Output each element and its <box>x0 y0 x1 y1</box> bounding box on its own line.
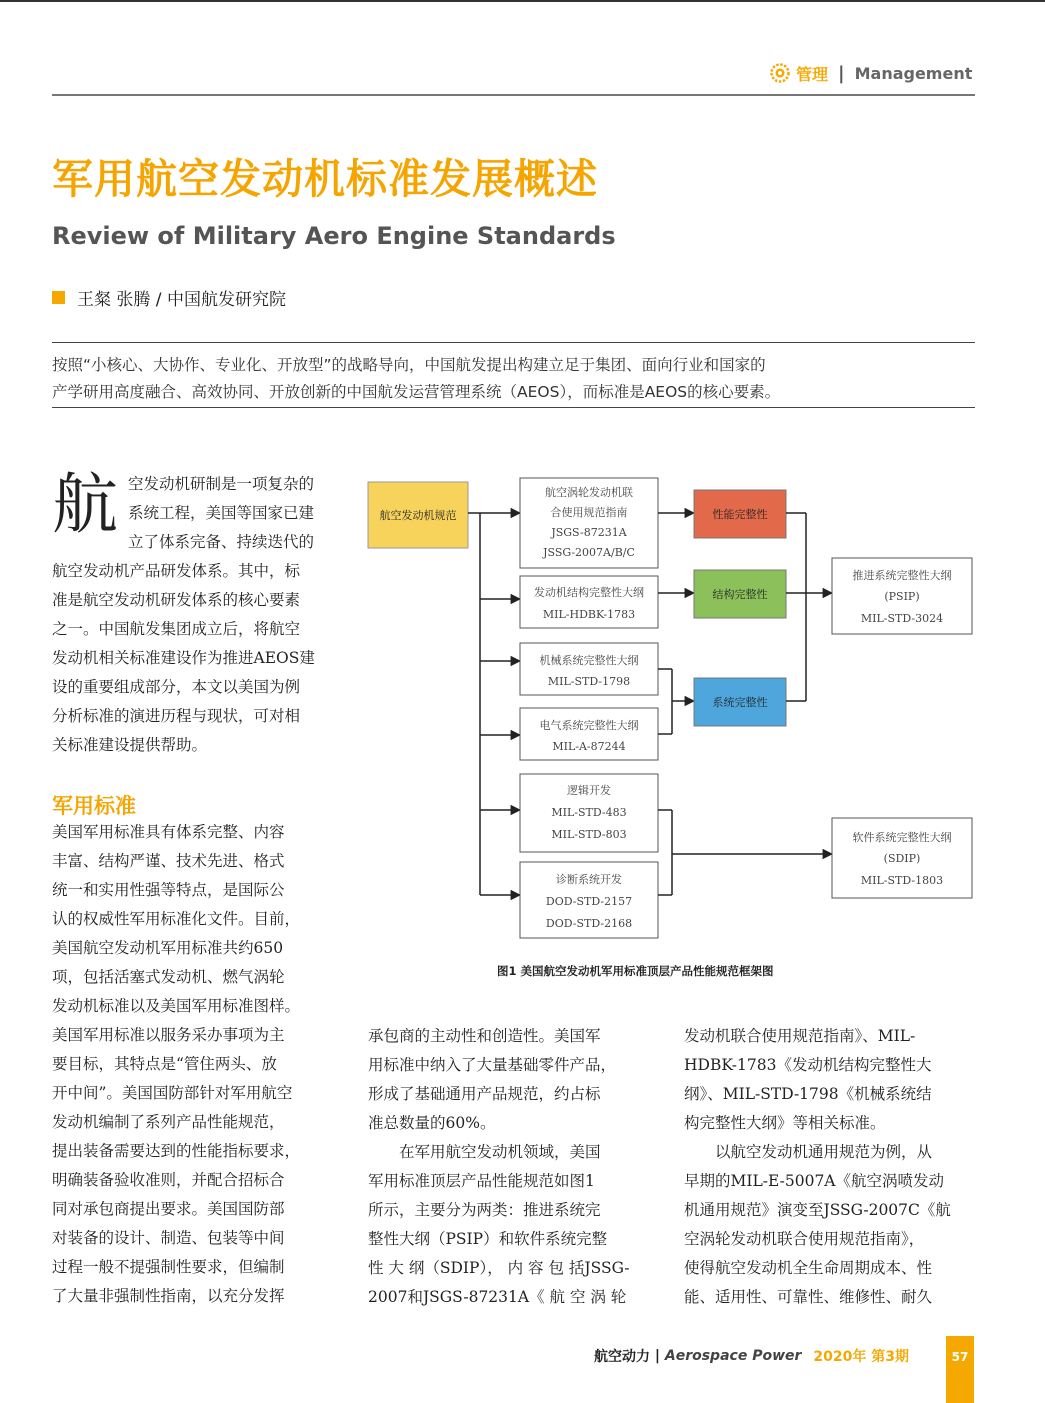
spec-line: 机械系统完整性大纲 <box>539 654 639 667</box>
journal-name-cn: 航空动力 <box>594 1349 650 1365</box>
psip-line: 推进系统完整性大纲 <box>852 569 952 582</box>
body-line: 使得航空发动机全生命周期成本、性 <box>684 1259 933 1277</box>
article-title-en: Review of Military Aero Engine Standards <box>52 222 616 250</box>
abstract-line: 产学研用高度融合、高效协同、开放创新的中国航发运营管理系统（AEOS），而标准是AEOS的核心要素。 <box>52 383 781 401</box>
body-line: 早期的MIL-E-5007A《航空涡喷发动 <box>684 1172 945 1190</box>
body-line: HDBK-1783《发动机结构完整性大 <box>684 1056 932 1074</box>
figure-diagram <box>360 468 980 948</box>
body-line: 丰富、结构严谨、技术先进、格式 <box>52 852 285 870</box>
page-number: 57 <box>951 1350 969 1364</box>
body-line: 了大量非强制性指南，以充分发挥 <box>52 1287 285 1305</box>
spec-line: MIL-STD-483 <box>551 806 627 819</box>
body-line: 提出装备需要达到的性能指标要求， <box>52 1142 301 1160</box>
body-line: 准总数量的60%。 <box>368 1114 496 1132</box>
spec-line: DOD-STD-2157 <box>545 895 633 908</box>
page-number-tab <box>946 1336 974 1403</box>
sdip-line: (SDIP) <box>883 852 921 865</box>
spec-line: 发动机结构完整性大纲 <box>534 586 644 599</box>
spec-line: JSGS-87231A <box>551 526 627 539</box>
body-line: 整性大纲（PSIP）和软件系统完整 <box>368 1230 608 1248</box>
spec-line: MIL-HDBK-1783 <box>542 608 636 621</box>
journal-name-en: Aerospace Power <box>664 1348 802 1364</box>
body-line: 以航空发动机通用规范为例，从 <box>684 1143 933 1161</box>
column-2-body <box>368 1022 630 1312</box>
section-tag-cn: 管理 <box>796 64 829 84</box>
top-border <box>0 0 1045 2</box>
spec-line: 诊断系统开发 <box>556 873 622 886</box>
spec-line: JSSG-2007A/B/C <box>543 546 635 559</box>
spec-line: MIL-STD-803 <box>551 828 627 841</box>
body-line: 航空发动机产品研发体系。其中，标 <box>52 562 301 580</box>
section-tag-en: Management <box>854 63 973 83</box>
body-line: 过程一般不提强制性要求，但编制 <box>52 1258 285 1276</box>
root-label: 航空发动机规范 <box>379 509 457 522</box>
body-line: 系统工程，美国等国家已建 <box>128 504 315 522</box>
body-line: 发动机联合使用规范指南》、MIL- <box>684 1027 916 1045</box>
body-line: 构完整性大纲》等相关标准。 <box>684 1114 886 1132</box>
intro-indented <box>128 470 314 557</box>
body-line: 明确装备验收准则，并配合招标合 <box>52 1171 285 1189</box>
intro-body <box>52 557 315 760</box>
abstract-rule-top <box>52 342 975 343</box>
drop-cap: 航 <box>52 466 118 543</box>
author-line <box>52 285 286 310</box>
spec-line: MIL-A-87244 <box>552 740 626 753</box>
issue-label: 2020年 第3期 <box>813 1349 910 1365</box>
sdip-line: MIL-STD-1803 <box>860 874 944 887</box>
column-3-body <box>684 1022 951 1312</box>
body-line: 立了体系完备、持续迭代的 <box>128 533 315 551</box>
body-line: 发动机相关标准建设作为推进AEOS建 <box>52 649 315 667</box>
body-line: 项，包括活塞式发动机、燃气涡轮 <box>52 968 285 986</box>
body-line: 在军用航空发动机领域，美国 <box>368 1143 601 1161</box>
body-line: 统一和实用性强等特点，是国际公 <box>52 881 285 899</box>
body-line: 美国航空发动机军用标准共约650 <box>52 939 284 957</box>
body-line: 之一。中国航发集团成立后，将航空 <box>52 620 301 638</box>
figure-caption: 图1 美国航空发动机军用标准顶层产品性能规范框架图 <box>497 964 774 978</box>
psip-line: (PSIP) <box>884 590 920 603</box>
gear-icon <box>770 63 790 83</box>
body-line: 设的重要组成部分，本文以美国为例 <box>52 678 301 696</box>
body-line: 发动机标准以及美国军用标准图样。 <box>52 997 301 1015</box>
body-line: 军用标准顶层产品性能规范如图1 <box>368 1172 595 1190</box>
body-line: 空发动机研制是一项复杂的 <box>128 475 315 493</box>
column-1-body <box>52 818 300 1311</box>
body-line: 用标准中纳入了大量基础零件产品， <box>368 1056 617 1074</box>
body-line: 承包商的主动性和创造性。美国军 <box>368 1027 601 1045</box>
section-tag <box>770 60 972 86</box>
body-line: 对装备的设计、制造、包装等中间 <box>52 1229 285 1247</box>
abstract-line: 按照“小核心、大协作、专业化、开放型”的战略导向，中国航发提出构建立足于集团、面向行业和国家的 <box>52 356 766 374</box>
body-line: 开中间”。美国国防部针对军用航空 <box>52 1084 293 1102</box>
header-rule <box>52 94 975 96</box>
footer-divider: | <box>650 1348 665 1364</box>
page-footer <box>594 1346 909 1366</box>
authors: 王粲 张腾 / 中国航发研究院 <box>77 290 286 310</box>
body-line: 空涡轮发动机联合使用规范指南》， <box>684 1230 925 1248</box>
author-marker-icon <box>52 291 65 304</box>
spec-line: 逻辑开发 <box>567 784 611 797</box>
section-heading: 军用标准 <box>52 794 136 818</box>
body-line: 分析标准的演进历程与现状，可对相 <box>52 707 301 725</box>
body-line: 要目标，其特点是“管住两头、放 <box>52 1055 277 1073</box>
abstract-rule-bottom <box>52 407 975 408</box>
integrity-label: 性能完整性 <box>712 508 768 521</box>
body-line: 机通用规范》演变至JSSG-2007C《航 <box>684 1201 951 1219</box>
abstract <box>52 352 977 406</box>
body-line: 准是航空发动机研发体系的核心要素 <box>52 591 301 609</box>
body-line: 形成了基础通用产品规范，约占标 <box>368 1085 601 1103</box>
body-line: 美国军用标准以服务采办事项为主 <box>52 1026 285 1044</box>
psip-line: MIL-STD-3024 <box>860 612 944 625</box>
spec-line: DOD-STD-2168 <box>545 917 633 930</box>
body-line: 美国军用标准具有体系完整、内容 <box>52 823 285 841</box>
spec-line: MIL-STD-1798 <box>547 675 631 688</box>
body-line: 能、适用性、可靠性、维修性、耐久 <box>684 1288 933 1306</box>
body-line: 关标准建设提供帮助。 <box>52 736 208 754</box>
section-tag-divider: | <box>838 62 845 84</box>
spec-line: 合使用规范指南 <box>550 506 628 519</box>
body-line: 性 大 纲（SDIP）， 内 容 包 括JSSG- <box>368 1259 630 1277</box>
spec-line: 电气系统完整性大纲 <box>539 719 639 732</box>
body-line: 同对承包商提出要求。美国国防部 <box>52 1200 285 1218</box>
body-line: 认的权威性军用标准化文件。目前， <box>52 910 301 928</box>
body-line: 纲》、MIL-STD-1798《机械系统结 <box>684 1085 932 1103</box>
body-line: 2007和JSGS-87231A《 航 空 涡 轮 <box>368 1288 627 1306</box>
integrity-label: 系统完整性 <box>712 696 768 709</box>
body-line: 发动机编制了系列产品性能规范， <box>52 1113 285 1131</box>
body-line: 所示，主要分为两类：推进系统完 <box>368 1201 601 1219</box>
sdip-line: 软件系统完整性大纲 <box>852 831 952 844</box>
integrity-label: 结构完整性 <box>712 588 768 601</box>
spec-line: 航空涡轮发动机联 <box>545 486 633 499</box>
article-title: 军用航空发动机标准发展概述 <box>52 155 598 203</box>
